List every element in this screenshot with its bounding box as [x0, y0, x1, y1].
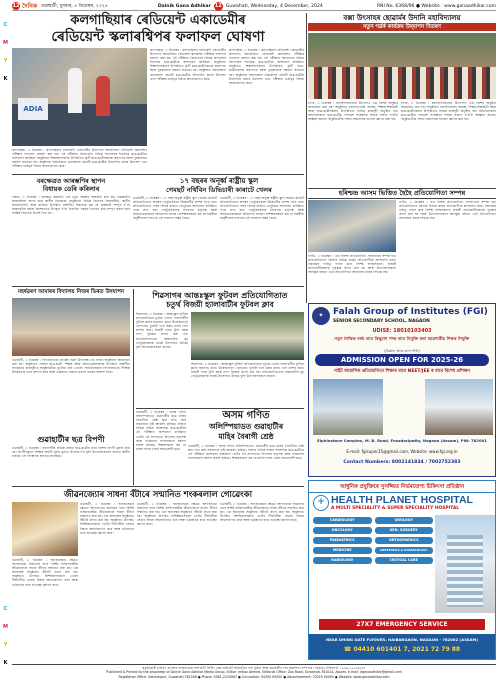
- award-body-col3: গুৱাহাটী, ৩ ডিচেম্বৰ : সমাজসেৱাৰ ক্ষেত্ৰত আগবঢ়োৱা অৱদানৰ বাবে বিশিষ্ট ব্যক্তিগৰাকীক জীৱনজ্যোৰ সাধনা বঁটাৰে সন্মানিত কৰা হয়। এক অনাড়ম্বৰ অনুষ্ঠানত বঁটাটো প্ৰদান কৰা হয়। অনুষ্ঠানত উপস্থিত বিশিষ্টজনসকলে তেওঁৰ দীৰ্ঘদিনীয়া সেৱাৰ বিষয়ে আলোকপাত কৰে আৰু ভৱিষ্যতৰ বাবে শুভেচ্ছা জ্ঞাপন কৰে।: [220, 502, 304, 523]
- school-story: [12, 289, 130, 296]
- competition-headline: হৰিশ্চন্দ্ৰ আসম ভিত্তিত হৈহৈ প্ৰতিযোগিতা সম্পন্ন: [308, 188, 496, 199]
- school-body: গুৱাহাটী, ৩ ডিচেম্বৰ : বিদ্যালয়খনৰ প্ৰতিষ্ঠা দিৱস উপলক্ষে এক বৰ্ণাঢ্য অনুষ্ঠানৰ আয়োজন কৰা হয়। অনুষ্ঠানত প্ৰাক্তন ছাত্ৰ-ছাত্ৰী, শিক্ষক আৰু অভিভাৱকসকলৰ উপস্থিতি লক্ষণীয়। সাংস্কৃতিক কাৰ্যসূচীয়ে অনুষ্ঠানটোক মুখৰিত কৰি তোলে। অতিথিসকলে বিদ্যালয়খনৰ শৈক্ষিক উৎকৰ্ষতাৰ বাবে প্ৰশংসা কৰে আৰু ভৱিষ্যতে সকলো ধৰণৰ সহায়ৰ আশ্বাস দিয়ে।: [12, 358, 130, 375]
- dept-orthopaedics: ORTHOPAEDICS: [375, 537, 434, 544]
- fgi-contact: Contact Numbers: 8002141834 / 7002752383: [343, 460, 461, 465]
- footer-imprint: [12, 666, 496, 679]
- footer-line-3: Registered Office: Ganeshguri, Guwahati-781006 ● Phone: 0361-2234567 ● Circulation: 94350 00000 ● Advertisement: 70020 00000 ● Website: www.ganaadhikar.com: [118, 674, 390, 679]
- bakhsa-headline-1: বৰক্ষেত্ৰত আৰম্ভণিৰ স্থাপন: [36, 177, 106, 185]
- football-headline-2: চতুৰ্থ বিজয়ী হ্যালাবাটীৰ ফুটবল ক্লাব: [166, 300, 274, 309]
- math-headline-1: অসম গণিত: [222, 410, 270, 421]
- registration-mark-cyan-bottom: C: [3, 606, 8, 612]
- side-headline: বক্সা উৎসাহৰ ছোৱাৰ্মৰ উদানি মহাবিদ্যালয়: [343, 13, 461, 22]
- lead-story: [12, 13, 304, 45]
- fgi-building-photo: [313, 379, 383, 435]
- dept-oncology: ONCOLOGY: [313, 527, 372, 534]
- side-body-col1: চাপৰ, ৩ ডিচেম্বৰ : মহাবিদ্যালয়খনৰ উদ্যোগত এক বিশেষ অনুষ্ঠান আয়োজন কৰা হয়। অনুষ্ঠানত মহাবিদ্যালয়ৰ অধ্যক্ষ, শিক্ষক-শিক্ষয়িত্ৰী আৰু ছাত্ৰ-ছাত্ৰীসকলৰ উপস্থিতিত বিভিন্ন কাৰ্যসূচী অনুষ্ঠিত হয়। অতিথিসকলে ছাত্ৰ-ছাত্ৰীক পৰিৱেশ সংৰক্ষণৰ বিষয়ে সজাগ হ’বলৈ আহ্বান জনায়। অনুষ্ঠানটোৰ শেষত সকলোকে ধন্যবাদ জ্ঞাপন কৰা হয়।: [308, 101, 398, 122]
- hospital-topline: আধুনিক প্ৰযুক্তিৰে সুসজ্জিত নিৰ্ভৰযোগ্য চিকিৎসা প্ৰতিষ্ঠান: [309, 481, 495, 493]
- football-headline-1: শিৱসাগৰ আন্তঃস্কুল ফুটবল প্ৰতিযোগিতাত: [152, 290, 288, 300]
- lead-headline-2: ৰেডিয়েন্ট স্কলাৰশ্বিপৰ ফলাফল ঘোষণা: [51, 29, 265, 45]
- dept-medicine: MEDICINE: [313, 547, 372, 554]
- hospital-phone: ☎ 04410 601401 7, 2021 72 79 88: [343, 646, 461, 653]
- registration-mark-black: K: [3, 76, 8, 82]
- paper-name: Dainik Gana Adhikar: [157, 3, 211, 9]
- math-body-col1: গুৱাহাটী, ৩ ডিচেম্বৰ : অসম গণিত অলিম্পিয়াডত গুৱাহাটীৰ ছাত্ৰ মাহিৰ বৈৰাগীয়ে শ্ৰেষ্ঠ স্থান লাভ কৰি সকলোৰে দৃষ্টি আকৰ্ষণ কৰিছে। ৰাজ্যৰ বিভিন্ন প্ৰান্তৰ সহস্ৰাধিক ছাত্ৰ-ছাত্ৰীয়ে এই পৰীক্ষাত অংশগ্ৰহণ কৰিছিল। তেওঁৰ এই সফলতাত বিদ্যালয় কৰ্তৃপক্ষ আৰু পৰিয়ালৰ সদস্যসকলে আনন্দ প্ৰকাশ কৰিছে। শিক্ষকসকলে কয় যে মাহিৰ সদায় এজন অধ্যৱসায়ী ছাত্ৰ।: [136, 410, 186, 451]
- lead-photo: [12, 48, 147, 146]
- lead-photo-banner: ADIA: [18, 98, 48, 120]
- footer-line-1: স্বত্বাধিকাৰী চাৰিখন কাগজৰ সংস্থাৰ দ্বাৰা চম্পাৱতী প্ৰিণ্টিং প্ৰেছ প্ৰাইভেট লিমিটেডৰ পৰা মুদ্ৰিত আৰু গুৱাহাটীৰ পৰা প্ৰকাশিত। সম্পাদক : ছিকাতা টেলিফোন : ০৩৬১-২২৩৪৫৬৭: [142, 666, 366, 670]
- sports-body-col1: গুৱাহাটী, ৩ ডিচেম্বৰ : ১৭ বছৰ অনূৰ্ধ্ব ৰাষ্ট্ৰীয় স্কুল গেমছৰ কাৰাটে প্ৰতিযোগিতাত অসমৰ খেলুৱৈসকলে উল্লেখনীয় প্ৰদৰ্শন দাঙি ধৰে। প্ৰতিযোগিতাত দেশৰ বিভিন্ন ৰাজ্যৰ খেলুৱৈয়ে অংশগ্ৰহণ কৰিছিল। পদক লাভ কৰা খেলুৱৈসকলক বিদ্যালয় কৰ্তৃপক্ষ আৰু অভিভাৱকসকলে অভিনন্দন জনায়। প্ৰশিক্ষকসকলে কয় যে নিয়মীয়া অনুশীলনৰ ফলতহে এই সফলতা সম্ভৱ হৈছে।: [133, 196, 217, 221]
- footer-line-2: Published & Printed by the proprietor of Dainik Gana Adhikar Media Group, Editor: Imtiaz Ahmed, Editorial Office: Zoo Road, Guwahati-781024, Assam. e-mail: dganaadhikar@gmail.com: [106, 670, 402, 675]
- hospital-subtitle: A MULTI SPECIALITY & SUPER SPECIALITY HOSPITAL: [331, 506, 460, 511]
- fgi-subtitle: SENIOR SECONDARY SCHOOL, NAGAON: [333, 319, 430, 324]
- football-body-col1: শিৱসাগৰ, ৩ ডিচেম্বৰ : আন্তঃস্কুল ফুটবল প্ৰতিযোগিতাৰ চূড়ান্ত খেলত হ্যালাবাটীৰ ফুটবল ক্লাবে জয়লাভ কৰে। উত্তেজনাপূৰ্ণ খেলখনত দুয়োটা দলে উন্নত মানৰ খেল প্ৰদৰ্শন কৰে। বিজয়ী দলক ট্ৰফি আৰু নগদ পুৰস্কাৰ প্ৰদান কৰা হয়। প্ৰতিযোগিতাখনে অঞ্চলটোৰ যুৱ খেলুৱৈসকলক যথেষ্ট উৎসাহিত কৰিছে বুলি উদ্যোক্তাসকলে জনায়।: [136, 312, 188, 349]
- hospital-name: HEALTH PLANET HOSPITAL: [331, 494, 473, 506]
- sports-headline-2: গেমছৰ্ট নৰ্থিবিন ডিভিচাৰী কাৰাটে খেলৰ: [166, 185, 272, 194]
- lead-body-col1: কলগাছিয়া, ৩ ডিচেম্বৰ : কলগাছিয়াৰ ৰেডিয়েন্ট একাডেমীৰ উদ্যোগত আয়োজিত ৰেডিয়েন্ট স্কলাৰশ্বিপ পৰীক্ষাৰ ফলাফল ঘোষণা কৰা হয়। এই পৰীক্ষাত জিলাখনৰ বিভিন্ন বিদ্যালয়ৰ শতাধিক ছাত্ৰ-ছাত্ৰীয়ে অংশগ্ৰহণ কৰিছিল। অনুষ্ঠানত শিক্ষাবিদসকলৰ উপস্থিতিত কৃতী ছাত্ৰ-ছাত্ৰীসকলক প্ৰমাণপত্ৰ আৰু পুৰস্কাৰেৰে সম্বৰ্ধনা জনোৱা হয়। অনুষ্ঠানত বক্তাসকলে গ্ৰামাঞ্চলৰ মেধাৱী ছাত্ৰ-ছাত্ৰীক উৎসাহিত কৰাৰ উদ্দেশ্যে এনে পৰীক্ষাৰ গুৰুত্বৰ বিষয়ে আলোকপাত কৰে।: [150, 48, 226, 81]
- fgi-campus-photo: [425, 379, 493, 435]
- award-body-col0: গুৱাহাটী, ৩ ডিচেম্বৰ : সমাজসেৱাৰ ক্ষেত্ৰত আগবঢ়োৱা অৱদানৰ বাবে বিশিষ্ট ব্যক্তিগৰাকীক জীৱনজ্যোৰ সাধনা বঁটাৰে সন্মানিত কৰা হয়। এক অনাড়ম্বৰ অনুষ্ঠানত বঁটাটো প্ৰদান কৰা হয়। অনুষ্ঠানত উপস্থিত বিশিষ্টজনসকলে তেওঁৰ দীৰ্ঘদিনীয়া সেৱাৰ বিষয়ে আলোকপাত কৰে আৰু ভৱিষ্যতৰ বাবে শুভেচ্ছা জ্ঞাপন কৰে।: [12, 558, 78, 587]
- dept-radiology: RADIOLOGY: [313, 557, 372, 564]
- dept-urology: UROLOGY: [375, 517, 434, 524]
- competition-body: নগাঁও, ৩ ডিচেম্বৰ : এক বিশেষ প্ৰতিযোগিতা সফলতাৰে সম্পন্ন হয়। প্ৰতিযোগিতাত জিলাৰ বিভিন্ন প্ৰান্তৰ প্ৰতিযোগীয়ে অংশগ্ৰহণ কৰে। বিচাৰকৰ দায়িত্ব পালন কৰে বিশিষ্ট ব্যক্তিসকলে। বিজয়ী প্ৰতিযোগীসকলক পুৰস্কাৰ প্ৰদান কৰা হয় আৰু উদ্যোক্তাসকলে আগন্তুক বৰ্ষতো এনে প্ৰতিযোগিতা আয়োজন কৰাৰ সিদ্ধান্ত লয়।: [399, 200, 496, 221]
- competition-story: [308, 188, 496, 199]
- lead-headline-1: কলগাছিয়াৰ ৰেডিয়েন্ট একাডেমীৰ: [70, 13, 246, 28]
- football-story: [136, 290, 304, 310]
- dept-critical-care: CRITICAL CARE: [375, 557, 434, 564]
- market-story: [12, 434, 130, 444]
- award-headline: জীৱনজ্যোৰ সাধনা বঁটাৰে সন্মানিত শংকৰলাল গোৱেংকা: [63, 489, 253, 499]
- fgi-title: Falah Group of Institutes (FGI): [333, 307, 488, 317]
- hospital-advertisement: [308, 480, 496, 660]
- fgi-logo-icon: ✦: [312, 307, 330, 325]
- award-story: [12, 489, 304, 499]
- dept-paediatrics: PAEDIATRICS: [313, 537, 372, 544]
- school-photo: [12, 298, 130, 356]
- side-photo-group: [308, 33, 496, 99]
- dept-gen-surgery: GEN. SURGERY: [375, 527, 434, 534]
- hospital-department-list: [313, 517, 433, 564]
- fgi-address: Elphinstone Complex, M. B. Road, Fouzdaripatty, Nagaon (Assam), PIN: 782001: [317, 438, 487, 443]
- math-body-col2: গুৱাহাটী, ৩ ডিচেম্বৰ : অসম গণিত অলিম্পিয়াডত গুৱাহাটীৰ ছাত্ৰ মাহিৰ বৈৰাগীয়ে শ্ৰেষ্ঠ স্থান লাভ কৰি সকলোৰে দৃষ্টি আকৰ্ষণ কৰিছে। ৰাজ্যৰ বিভিন্ন প্ৰান্তৰ সহস্ৰাধিক ছাত্ৰ-ছাত্ৰীয়ে এই পৰীক্ষাত অংশগ্ৰহণ কৰিছিল। তেওঁৰ এই সফলতাত বিদ্যালয় কৰ্তৃপক্ষ আৰু পৰিয়ালৰ সদস্যসকলে আনন্দ প্ৰকাশ কৰিছে। শিক্ষকসকলে কয় যে মাহিৰ সদায় এজন অধ্যৱসায়ী ছাত্ৰ।: [188, 444, 304, 461]
- bakhsa-body: বাকচা, ৩ ডিচেম্বৰ : বৰক্ষেত্ৰ অঞ্চলত এক নতুন প্ৰকল্পৰ আৰম্ভণি কৰা হয়। প্ৰকল্পটোৰ আধাৰশিলা স্থাপন কৰে স্থানীয় বিধায়কে। অনুষ্ঠানত বিভিন্ন বিভাগৰ বিষয়ববীয়া, স্থানীয় জনপ্ৰতিনিধি আৰু ৰাইজৰ উপস্থিতি লক্ষণীয়। বিধায়কে কয় যে প্ৰকল্পটো সম্পূৰ্ণ হ’লে অঞ্চলটোৰ ৰাইজ বিশেষভাৱে উপকৃত হ’ব। নিৰ্ধাৰিত সময়ৰ ভিতৰত কাম সম্পূৰ্ণ কৰাৰ বাবে সংশ্লিষ্ট বিভাগক নিৰ্দেশ দিয়া হয়।: [12, 195, 130, 216]
- hospital-building-photo: [435, 515, 495, 613]
- fgi-udise: UDISE: 18010103403: [372, 328, 432, 334]
- market-headline: গুৱাহাটীৰ ছত্ৰ বিপণী: [37, 434, 105, 444]
- math-headline-3: মাহিৰ বৈৰাগী শ্ৰেষ্ঠ: [218, 431, 274, 441]
- lead-body-col2: কলগাছিয়া, ৩ ডিচেম্বৰ : কলগাছিয়াৰ ৰেডিয়েন্ট একাডেমীৰ উদ্যোগত আয়োজিত ৰেডিয়েন্ট স্কলাৰশ্বিপ পৰীক্ষাৰ ফলাফল ঘোষণা কৰা হয়। এই পৰীক্ষাত জিলাখনৰ বিভিন্ন বিদ্যালয়ৰ শতাধিক ছাত্ৰ-ছাত্ৰীয়ে অংশগ্ৰহণ কৰিছিল। অনুষ্ঠানত শিক্ষাবিদসকলৰ উপস্থিতিত কৃতী ছাত্ৰ-ছাত্ৰীসকলক প্ৰমাণপত্ৰ আৰু পুৰস্কাৰেৰে সম্বৰ্ধনা জনোৱা হয়। অনুষ্ঠানত বক্তাসকলে গ্ৰামাঞ্চলৰ মেধাৱী ছাত্ৰ-ছাত্ৰীক উৎসাহিত কৰাৰ উদ্দেশ্যে এনে পৰীক্ষাৰ গুৰুত্বৰ বিষয়ে আলোকপাত কৰে।: [229, 48, 304, 85]
- registration-mark-cyan: C: [3, 22, 8, 28]
- side-body-col2: চাপৰ, ৩ ডিচেম্বৰ : মহাবিদ্যালয়খনৰ উদ্যোগত এক বিশেষ অনুষ্ঠান আয়োজন কৰা হয়। অনুষ্ঠানত মহাবিদ্যালয়ৰ অধ্যক্ষ, শিক্ষক-শিক্ষয়িত্ৰী আৰু ছাত্ৰ-ছাত্ৰীসকলৰ উপস্থিতিত বিভিন্ন কাৰ্যসূচী অনুষ্ঠিত হয়। অতিথিসকলে ছাত্ৰ-ছাত্ৰীক পৰিৱেশ সংৰক্ষণৰ বিষয়ে সজাগ হ’বলৈ আহ্বান জনায়। অনুষ্ঠানটোৰ শেষত সকলোকে ধন্যবাদ জ্ঞাপন কৰা হয়।: [401, 101, 496, 122]
- hospital-emergency-banner: 27X7 EMERGENCY SERVICE: [319, 619, 485, 630]
- dept-cardiology: CARDIOLOGY: [313, 517, 372, 524]
- sports-story: [133, 177, 305, 194]
- bakhsa-headline-2: বিধায়ক ডেৰি কৰিলাৰ: [42, 185, 100, 193]
- registration-mark-black-bottom: K: [3, 660, 8, 666]
- sports-headline-1: ১৭ বছৰৰ অনূৰ্ধ্ব ৰাষ্ট্ৰীয় স্কুল: [179, 176, 259, 185]
- masthead: [12, 2, 496, 11]
- fgi-advertisement: [308, 303, 496, 477]
- hospital-address: NEAR DHING GATE FLYOVER, HAIBARGAON, NAGAON - 782002 (ASSAM): [326, 637, 478, 642]
- registration-mark-magenta-bottom: M: [3, 624, 8, 630]
- football-body-col2: শিৱসাগৰ, ৩ ডিচেম্বৰ : আন্তঃস্কুল ফুটবল প্ৰতিযোগিতাৰ চূড়ান্ত খেলত হ্যালাবাটীৰ ফুটবল ক্লাবে জয়লাভ কৰে। উত্তেজনাপূৰ্ণ খেলখনত দুয়োটা দলে উন্নত মানৰ খেল প্ৰদৰ্শন কৰে। বিজয়ী দলক ট্ৰফি আৰু নগদ পুৰস্কাৰ প্ৰদান কৰা হয়। প্ৰতিযোগিতাখনে অঞ্চলটোৰ যুৱ খেলুৱৈসকলক যথেষ্ট উৎসাহিত কৰিছে বুলি উদ্যোক্তাসকলে জনায়।: [191, 362, 304, 379]
- lead-photo-caption: কলগাছিয়া, ৩ ডিচেম্বৰ : কলগাছিয়াৰ ৰেডিয়েন্ট একাডেমীৰ উদ্যোগত আয়োজিত ৰেডিয়েন্ট স্কলাৰশ্বিপ পৰীক্ষাৰ ফলাফল ঘোষণা কৰা হয়। এই পৰীক্ষাত জিলাখনৰ বিভিন্ন বিদ্যালয়ৰ শতাধিক ছাত্ৰ-ছাত্ৰীয়ে অংশগ্ৰহণ কৰিছিল। অনুষ্ঠানত শিক্ষাবিদসকলৰ উপস্থিতিত কৃতী ছাত্ৰ-ছাত্ৰীসকলক প্ৰমাণপত্ৰ আৰু পুৰস্কাৰেৰে সম্বৰ্ধনা জনোৱা হয়। অনুষ্ঠানত বক্তাসকলে গ্ৰামাঞ্চলৰ মেধাৱী ছাত্ৰ-ছাত্ৰীক উৎসাহিত কৰাৰ উদ্দেশ্যে এনে পৰীক্ষাৰ গুৰুত্বৰ বিষয়ে আলোকপাত কৰে।: [12, 148, 147, 169]
- fgi-email: E-mail: fgisuper35@gmail.com, Website: www.fgi.org.in: [346, 449, 458, 454]
- school-headline: মহৰ্ষৱৰণ আমাৰৰ বিদ্যালয় নিজৰ ভিৰত উদযাপন: [17, 289, 125, 295]
- page-number-center: 12: [214, 2, 222, 9]
- bakhsa-story: [12, 177, 130, 193]
- competition-photo-1: [308, 200, 396, 252]
- side-story: [308, 13, 496, 31]
- math-headline-2: অলিম্পিয়াডত গুৱাহাটীৰ: [208, 422, 284, 431]
- math-story: [188, 410, 304, 441]
- masthead-date-english: Guwahati, Wednesday, 4 December, 2024: [225, 3, 323, 9]
- fgi-admission-banner: ADMISSION OPEN FOR 2025-26: [315, 354, 489, 366]
- competition-body-col2: নগাঁও, ৩ ডিচেম্বৰ : এক বিশেষ প্ৰতিযোগিতা সফলতাৰে সম্পন্ন হয়। প্ৰতিযোগিতাত জিলাৰ বিভিন্ন প্ৰান্তৰ প্ৰতিযোগীয়ে অংশগ্ৰহণ কৰে। বিচাৰকৰ দায়িত্ব পালন কৰে বিশিষ্ট ব্যক্তিসকলে। বিজয়ী প্ৰতিযোগীসকলক পুৰস্কাৰ প্ৰদান কৰা হয় আৰু উদ্যোক্তাসকলে আগন্তুক বৰ্ষতো এনে প্ৰতিযোগিতা আয়োজন কৰাৰ সিদ্ধান্ত লয়।: [308, 254, 396, 275]
- market-body: গুৱাহাটী, ৩ ডিচেম্বৰ : মহানগৰীৰ বিভিন্ন প্ৰান্তত ছাত্ৰ-ছাত্ৰীৰ বাবে বিশেষ বিপণী মুকলি কৰা হয়। বিপণীসমূহত শৈক্ষিক সামগ্ৰী সুলভ মূল্যত উপলব্ধ হ’ব বুলি উদ্যোক্তাসকলে জনায়। স্থানীয় ৰাইজে এই পদক্ষেপক স্বাগতম জনাইছে।: [12, 446, 130, 459]
- dept-obstetrics: OBSTETRICS & GYNAECOLOGY: [375, 547, 434, 554]
- registration-mark-magenta: M: [3, 40, 8, 46]
- fgi-program: নাইট আৱাসিক প্ৰতিযোগিতা শিক্ষাৰ বাবে NEET/JEE ৰ বাবে বিশেষ প্ৰশিক্ষণ: [334, 369, 470, 374]
- page-number-left: 12: [12, 3, 20, 9]
- award-body-col1: গুৱাহাটী, ৩ ডিচেম্বৰ : সমাজসেৱাৰ ক্ষেত্ৰত আগবঢ়োৱা অৱদানৰ বাবে বিশিষ্ট ব্যক্তিগৰাকীক জীৱনজ্যোৰ সাধনা বঁটাৰে সন্মানিত কৰা হয়। এক অনাড়ম্বৰ অনুষ্ঠানত বঁটাটো প্ৰদান কৰা হয়। অনুষ্ঠানত উপস্থিত বিশিষ্টজনসকলে তেওঁৰ দীৰ্ঘদিনীয়া সেৱাৰ বিষয়ে আলোকপাত কৰে আৰু ভৱিষ্যতৰ বাবে শুভেচ্ছা জ্ঞাপন কৰে।: [80, 502, 134, 535]
- registration-mark-yellow-bottom: Y: [3, 642, 8, 648]
- award-body-col2: গুৱাহাটী, ৩ ডিচেম্বৰ : সমাজসেৱাৰ ক্ষেত্ৰত আগবঢ়োৱা অৱদানৰ বাবে বিশিষ্ট ব্যক্তিগৰাকীক জীৱনজ্যোৰ সাধনা বঁটাৰে সন্মানিত কৰা হয়। এক অনাড়ম্বৰ অনুষ্ঠানত বঁটাটো প্ৰদান কৰা হয়। অনুষ্ঠানত উপস্থিত বিশিষ্টজনসকলে তেওঁৰ দীৰ্ঘদিনীয়া সেৱাৰ বিষয়ে আলোকপাত কৰে আৰু ভৱিষ্যতৰ বাবে শুভেচ্ছা জ্ঞাপন কৰে।: [137, 502, 217, 527]
- award-photo: [12, 502, 78, 556]
- side-subheadline: নতুন গৰ্ৱৰ্ক কাৰ্যক্ৰম উদ্‌যাপন বিতৰণ: [308, 23, 496, 31]
- masthead-date-assamese: গুৱাহাটী, বুধবাৰ, ৪ ডিচেম্বৰ, ২০২৪: [41, 4, 108, 9]
- masthead-contact: RNI No. 6368/96 ● Website : www.ganaadhikar.com: [376, 3, 496, 9]
- fgi-tagline: নতুন শৈক্ষিক বৰ্ষৰ বাবে কিছুমান পদৰ বাবে নিযুক্তি কৰা আৱশ্যকীয় শিক্ষক নিযুক্তি: [334, 336, 470, 341]
- fgi-tagline-sub: (বিজ্ঞান আৰু কলা শাখা): [384, 349, 420, 353]
- football-photo: [191, 312, 304, 360]
- registration-mark-yellow: Y: [3, 58, 8, 64]
- hospital-logo-icon: +: [313, 495, 329, 511]
- sports-body-col2: গুৱাহাটী, ৩ ডিচেম্বৰ : ১৭ বছৰ অনূৰ্ধ্ব ৰাষ্ট্ৰীয় স্কুল গেমছৰ কাৰাটে প্ৰতিযোগিতাত অসমৰ খেলুৱৈসকলে উল্লেখনীয় প্ৰদৰ্শন দাঙি ধৰে। প্ৰতিযোগিতাত দেশৰ বিভিন্ন ৰাজ্যৰ খেলুৱৈয়ে অংশগ্ৰহণ কৰিছিল। পদক লাভ কৰা খেলুৱৈসকলক বিদ্যালয় কৰ্তৃপক্ষ আৰু অভিভাৱকসকলে অভিনন্দন জনায়। প্ৰশিক্ষকসকলে কয় যে নিয়মীয়া অনুশীলনৰ ফলতহে এই সফলতা সম্ভৱ হৈছে।: [220, 196, 304, 221]
- hospital-footer: [309, 634, 495, 659]
- paper-logo: দৈনিক: [22, 2, 38, 10]
